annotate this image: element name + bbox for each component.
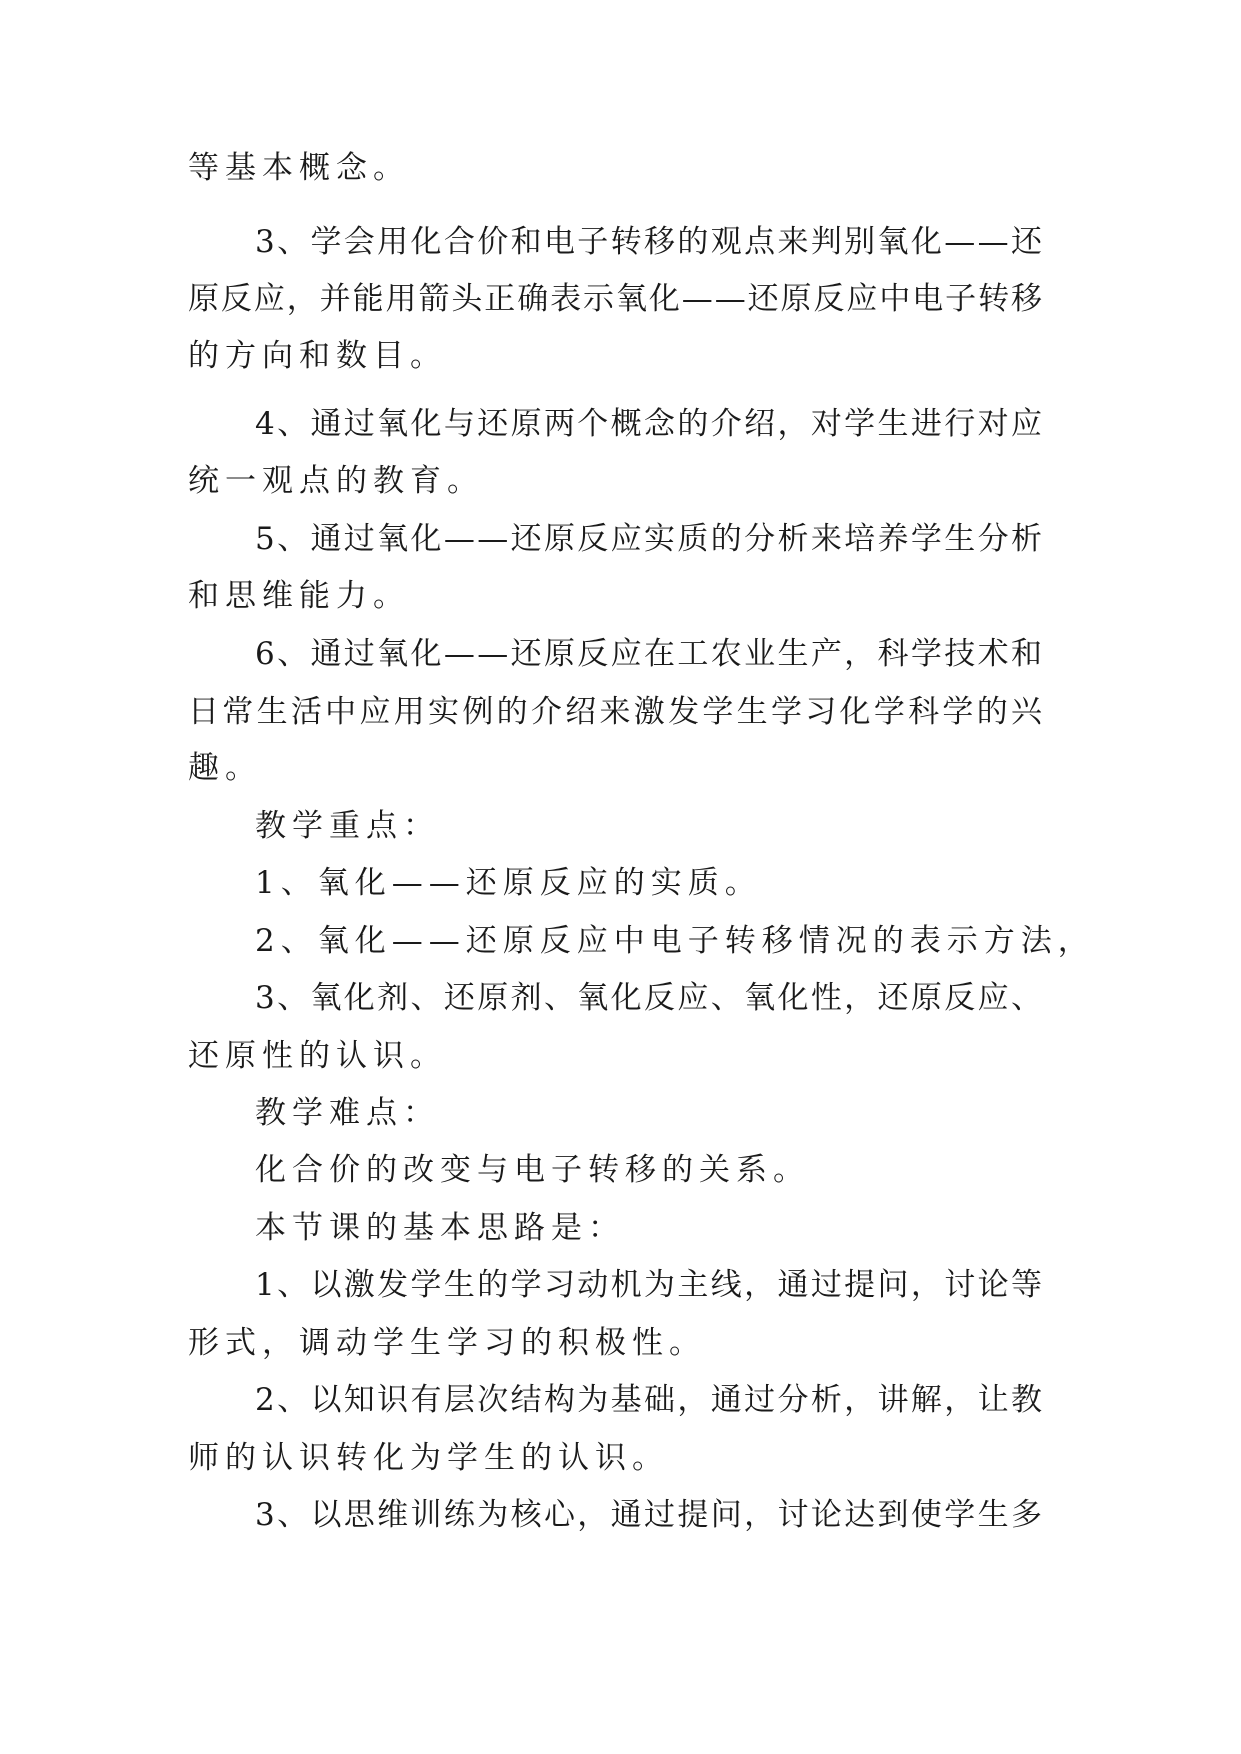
text-line-13: 1、氧化——还原反应的实质。	[255, 865, 762, 901]
text-line-6: 统一观点的教育。	[188, 463, 484, 499]
text-line-11: 趣。	[188, 750, 262, 786]
text-line-24: 3、以思维训练为核心，通过提问，讨论达到使学生多	[255, 1497, 1045, 1533]
text-line-10: 日常生活中应用实例的介绍来激发学生学习化学科学的兴	[188, 694, 1046, 730]
text-line-20: 1、以激发学生的学习动机为主线，通过提问，讨论等	[255, 1267, 1045, 1303]
text-line-15: 3、氧化剂、还原剂、氧化反应、氧化性，还原反应、	[255, 980, 1045, 1016]
text-line-18: 化合价的改变与电子转移的关系。	[255, 1152, 810, 1188]
text-line-16: 还原性的认识。	[188, 1038, 447, 1074]
text-line-19: 本节课的基本思路是：	[255, 1210, 625, 1246]
text-line-8: 和思维能力。	[188, 578, 410, 614]
text-line-23: 师的认识转化为学生的认识。	[188, 1440, 669, 1476]
text-line-5: 4、通过氧化与还原两个概念的介绍，对学生进行对应	[255, 406, 1045, 442]
text-line-4: 的方向和数目。	[188, 338, 447, 374]
text-line-9: 6、通过氧化——还原反应在工农业生产，科学技术和	[255, 636, 1045, 672]
text-line-17: 教学难点：	[255, 1095, 440, 1131]
text-line-21: 形式，调动学生学习的积极性。	[188, 1325, 706, 1361]
text-line-22: 2、以知识有层次结构为基础，通过分析，讲解，让教	[255, 1382, 1045, 1418]
text-line-3: 原反应，并能用箭头正确表示氧化——还原反应中电子转移	[188, 281, 1044, 317]
text-line-2: 3、学会用化合价和电子转移的观点来判别氧化——还	[255, 224, 1045, 260]
text-line-12: 教学重点：	[255, 808, 440, 844]
text-line-7: 5、通过氧化——还原反应实质的分析来培养学生分析	[255, 521, 1045, 557]
text-line-14: 2、氧化——还原反应中电子转移情况的表示方法，	[255, 923, 1095, 959]
text-line-1: 等基本概念。	[188, 150, 410, 186]
